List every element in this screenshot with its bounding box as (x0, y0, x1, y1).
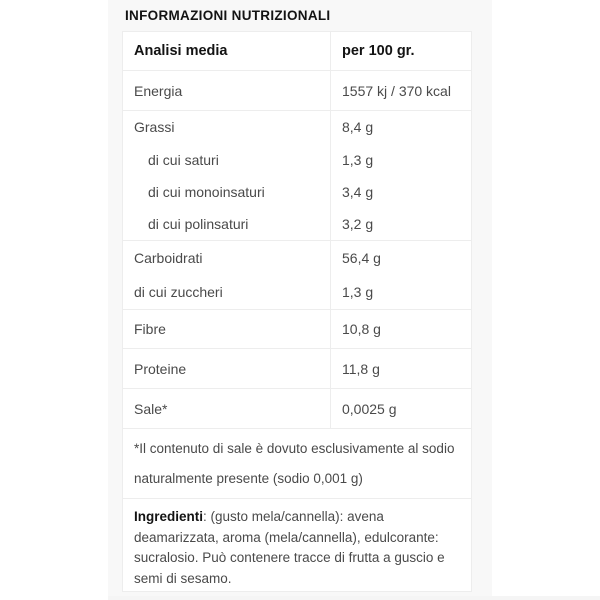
row-value: 0,0025 g (342, 400, 397, 417)
row-label: di cui polinsaturi (123, 209, 331, 241)
row-value: 1,3 g (342, 151, 374, 168)
row-value: 8,4 g (342, 119, 374, 136)
row-value: 10,8 g (342, 321, 381, 337)
table-row-energia (123, 71, 471, 111)
header-value-per-100-gr: per 100 gr. (342, 43, 415, 59)
ingredients-row (123, 499, 471, 591)
table-row-carboidrati (123, 241, 471, 276)
row-label: di cui zuccheri (123, 276, 331, 310)
table-row-proteine (123, 349, 471, 389)
row-value: 1,3 g (342, 284, 374, 301)
section-title: INFORMAZIONI NUTRIZIONALI (125, 8, 331, 23)
ingredients-label: Ingredienti (134, 509, 204, 524)
row-value: 3,4 g (342, 184, 374, 201)
table-row-grassi (123, 111, 471, 144)
row-label: Sale* (123, 389, 331, 428)
row-label: Energia (123, 71, 331, 110)
table-row-di-cui-zuccheri (123, 276, 471, 311)
header-label-analisi-media: Analisi media (123, 32, 331, 70)
table-row-di-cui-polinsaturi (123, 209, 471, 242)
table-row-di-cui-monoinsaturi (123, 176, 471, 209)
bottom-edge-strip (108, 596, 600, 600)
row-label: di cui saturi (123, 144, 331, 177)
row-value: 1557 kj / 370 kcal (342, 82, 451, 99)
table-row-sale (123, 389, 471, 429)
row-label: Fibre (123, 310, 331, 348)
salt-footnote: *Il contenuto di sale è dovuto esclusivamente al sodio naturalmente presente (sodio 0,001 g) (123, 429, 471, 499)
row-label: Proteine (123, 349, 331, 388)
nutrition-panel (108, 0, 492, 600)
table-row-di-cui-saturi (123, 144, 471, 177)
nutrition-table (122, 31, 472, 592)
row-value: 56,4 g (342, 250, 381, 267)
row-label: Carboidrati (123, 241, 331, 276)
table-row-fibre (123, 310, 471, 349)
table-header-row (123, 32, 471, 71)
ingredients-text: : (gusto mela/cannella): avena deamarizzata, aroma (mela/cannella), edulcorante: sucralosio. Può contenere tracce di frutta a guscio e semi di sesamo. (134, 509, 445, 586)
row-value: 3,2 g (342, 216, 374, 233)
row-label: di cui monoinsaturi (123, 176, 331, 209)
row-value: 11,8 g (342, 360, 380, 377)
row-label: Grassi (123, 111, 331, 144)
